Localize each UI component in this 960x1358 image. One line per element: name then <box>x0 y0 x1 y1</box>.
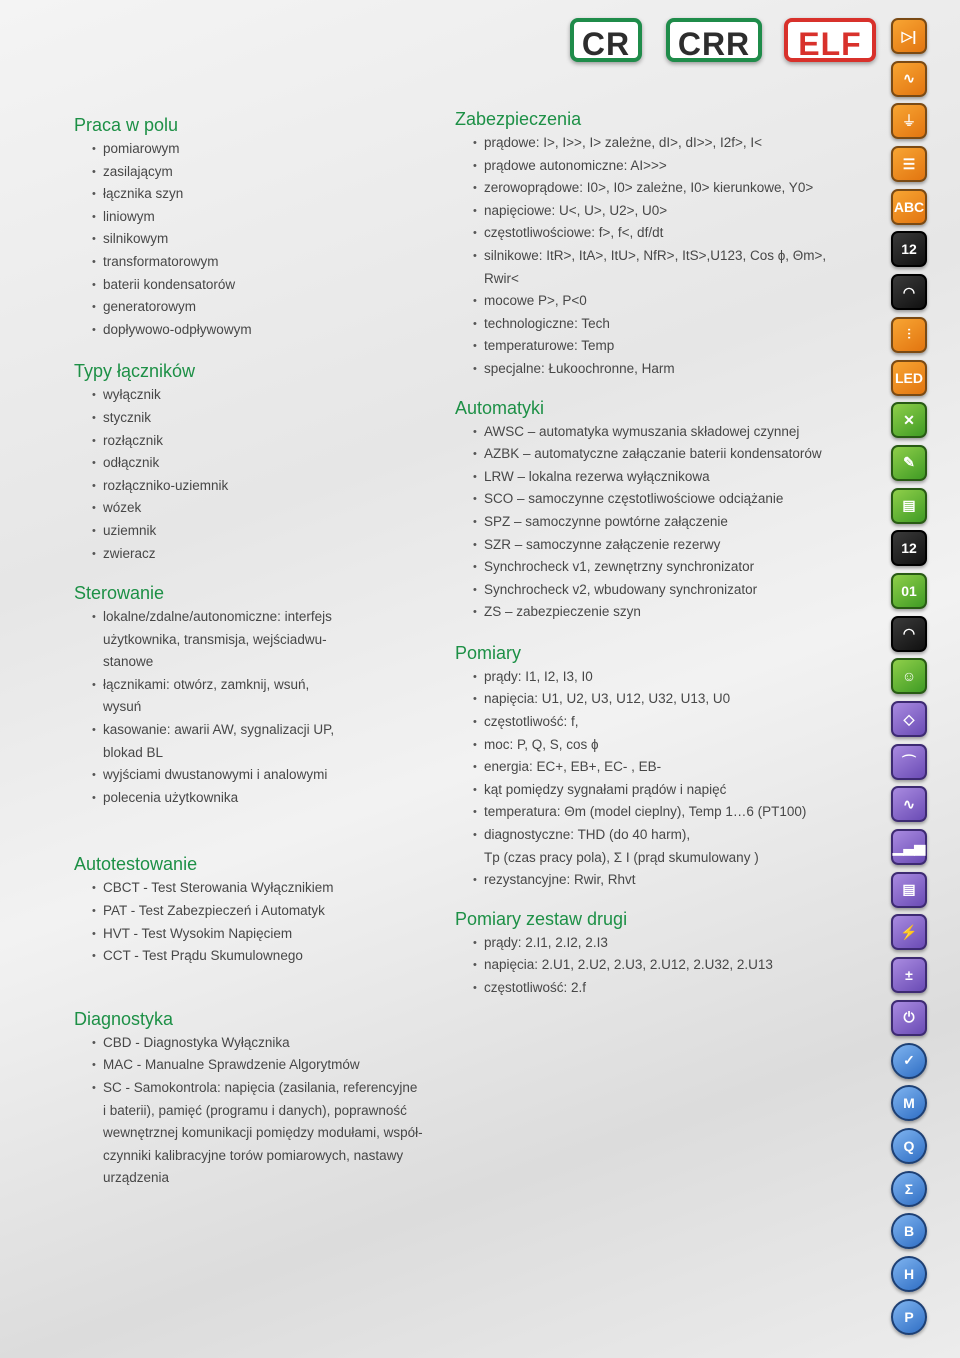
sliders-icon: ⫶ <box>891 317 927 353</box>
section-automatyki <box>455 395 875 624</box>
list-item-continuation: stanowe <box>103 654 154 670</box>
list-item: • technologiczne: Tech <box>455 313 875 336</box>
list-item: • CCT - Test Prądu Skumulownego <box>74 945 454 968</box>
list-item: • napięcia: 2.U1, 2.U2, 2.U3, 2.U12, 2.U32, 2.U13 <box>455 954 875 977</box>
counter-icon: 12 <box>891 231 927 267</box>
section-title: Pomiary zestaw drugi <box>455 908 628 929</box>
list-item: • rezystancyjne: Rwir, Rhvt <box>455 869 875 892</box>
list-item: • uziemnik <box>74 520 454 543</box>
wrench-icon: ✎ <box>891 445 927 481</box>
list-item-continuation: wysuń <box>103 699 142 715</box>
list-item: • SC - Samokontrola: napięcia (zasilania, referencyjne <box>74 1077 454 1100</box>
list-item: • stycznik <box>74 407 454 430</box>
list-item: • wyjściami dwustanowymi i analowymi <box>74 764 454 787</box>
list-item: • łącznika szyn <box>74 183 454 206</box>
ground-icon: ⏚ <box>891 103 927 139</box>
binary-icon: 01 <box>891 573 927 609</box>
list-item: • ZS – zabezpieczenie szyn <box>455 601 875 624</box>
clipboard-icon: ▤ <box>891 488 927 524</box>
brand-elf-logo: ELF <box>784 18 876 62</box>
battery-icon: ± <box>891 957 927 993</box>
section-title: Autotestowanie <box>74 854 198 875</box>
section-zabezpieczenia <box>455 106 875 381</box>
waveform-icon: ∿ <box>891 61 927 97</box>
list-item: • generatorowym <box>74 296 454 319</box>
curve-icon: ⌒ <box>891 744 927 780</box>
list-item: • wyłącznik <box>74 384 454 407</box>
autotest-list <box>74 877 454 967</box>
list-item: • CBCT - Test Sterowania Wyłącznikiem <box>74 877 454 900</box>
feature-icon-strip <box>891 18 931 1341</box>
list-item: • kasowanie: awarii AW, sygnalizacji UP, <box>74 719 454 742</box>
list-item: • dopływowo-odpływowym <box>74 319 454 342</box>
list-item: • Synchrocheck v2, wbudowany synchronizator <box>455 579 875 602</box>
list-item: • temperatura: Θm (model cieplny), Temp 1…6 (PT100) <box>455 801 875 824</box>
list-item: • prądy: 2.I1, 2.I2, 2.I3 <box>455 932 875 955</box>
list-item: • energia: EC+, EB+, EC- , EB- <box>455 756 875 779</box>
list-item: • zwieracz <box>74 543 454 566</box>
list-item: • SPZ – samoczynne powtórne załączenie <box>455 511 875 534</box>
list-item: • rozłącznik <box>74 430 454 453</box>
list-item: • Synchrocheck v1, zewnętrzny synchronizator <box>455 556 875 579</box>
sterowanie-list <box>74 606 454 809</box>
section-diagnostyka <box>74 1006 454 1190</box>
list-item-continuation: użytkownika, transmisja, wejściadwu- <box>103 631 327 647</box>
list-item: • specjalne: Łukoochronne, Harm <box>455 358 875 381</box>
right-column <box>455 106 875 1000</box>
list-item: • prądy: I1, I2, I3, I0 <box>455 666 875 689</box>
sine-icon: ∿ <box>891 786 927 822</box>
list-item: • SZR – samoczynne załączenie rezerwy <box>455 534 875 557</box>
list-item: • HVT - Test Wysokim Napięciem <box>74 923 454 946</box>
list-item: • polecenia użytkownika <box>74 787 454 810</box>
section-title: Pomiary <box>455 642 522 663</box>
section-title: Diagnostyka <box>74 1008 174 1029</box>
section-title: Sterowanie <box>74 583 165 604</box>
diagnostyka-list <box>74 1032 454 1190</box>
list-item: • napięciowe: U<, U>, U2>, U0> <box>455 200 875 223</box>
list-icon: ☰ <box>891 146 927 182</box>
b-icon: B <box>891 1213 927 1249</box>
list-item-continuation: wewnętrznej komunikacji pomiędzy modułami, współ- <box>103 1125 423 1141</box>
user-icon: ☺ <box>891 658 927 694</box>
brand-crr-logo: CRR <box>666 18 762 62</box>
list-item: • odłącznik <box>74 452 454 475</box>
list-item: • częstotliwość: f, <box>455 711 875 734</box>
list-item-continuation: Rwir< <box>484 270 519 286</box>
list-item: • zerowoprądowe: I0>, I0> zależne, I0> kierunkowe, Y0> <box>455 177 875 200</box>
section-pomiary <box>455 640 875 892</box>
abc-icon: ABC <box>891 189 927 225</box>
list-item: • łącznikami: otwórz, zamknij, wsuń, <box>74 674 454 697</box>
meter-icon: ◠ <box>891 274 927 310</box>
list-item: • prądowe autonomiczne: AI>>> <box>455 155 875 178</box>
list-item: • silnikowym <box>74 228 454 251</box>
praca-list <box>74 138 454 341</box>
section-pomiary2 <box>455 906 875 1000</box>
list-item-continuation: czynniki kalibracyjne torów pomiarowych, nastawy <box>103 1147 404 1163</box>
list-item: • baterii kondensatorów <box>74 274 454 297</box>
m-icon: M <box>891 1085 927 1121</box>
list-item: • AZBK – automatyczne załączanie baterii kondensatorów <box>455 443 875 466</box>
list-item: • LRW – lokalna rezerwa wyłącznikowa <box>455 466 875 489</box>
shapes-icon: ◇ <box>891 701 927 737</box>
counter-icon: 12 <box>891 530 927 566</box>
section-typy <box>74 358 454 565</box>
list-item-continuation: blokad BL <box>103 744 164 760</box>
automatyki-list <box>455 421 875 624</box>
list-item: • silnikowe: ItR>, ItA>, ItU>, NfR>, ItS>,U123, Cos ϕ, Θm>, <box>455 245 875 268</box>
section-title: Praca w polu <box>74 115 179 135</box>
list-item: • lokalne/zdalne/autonomiczne: interfejs <box>74 606 454 629</box>
sigma-icon: Σ <box>891 1171 927 1207</box>
list-item: • pomiarowym <box>74 138 454 161</box>
list-item: • zasilającym <box>74 161 454 184</box>
list-item: • AWSC – automatyka wymuszania składowej czynnej <box>455 421 875 444</box>
brand-cr-logo: CR <box>570 18 642 62</box>
list-item-continuation: Tp (czas pracy pola), Σ I (prąd skumulowany ) <box>484 849 759 865</box>
plug-icon: ⏻ <box>891 1000 927 1036</box>
list-item: • moc: P, Q, S, cos ϕ <box>455 734 875 757</box>
led-icon: LED <box>891 360 927 396</box>
list-item: • prądowe: I>, I>>, I> zależne, dI>, dI>>, I2f>, I< <box>455 132 875 155</box>
list-item: • częstotliwościowe: f>, f<, df/dt <box>455 222 875 245</box>
list-item: • temperaturowe: Temp <box>455 335 875 358</box>
check-icon: ✓ <box>891 1043 927 1079</box>
list-item: • kąt pomiędzy sygnałami prądów i napięć <box>455 779 875 802</box>
list-item: • CBD - Diagnostyka Wyłącznika <box>74 1032 454 1055</box>
list-item: • częstotliwość: 2.f <box>455 977 875 1000</box>
section-praca <box>74 112 454 341</box>
typy-list <box>74 384 454 565</box>
section-title: Automatyki <box>455 397 545 418</box>
tools-icon: ✕ <box>891 402 927 438</box>
list-item: • transformatorowym <box>74 251 454 274</box>
list-item-continuation: i baterii), pamięć (programu i danych), poprawność <box>103 1102 407 1118</box>
histogram-icon: ▁▃▅ <box>891 829 927 865</box>
diode-icon: ▷| <box>891 18 927 54</box>
section-autotest <box>74 851 454 967</box>
left-column <box>74 112 454 1190</box>
h-icon: H <box>891 1256 927 1292</box>
p-icon: P <box>891 1299 927 1335</box>
list-item: • liniowym <box>74 206 454 229</box>
zabezpieczenia-list <box>455 132 875 381</box>
q-icon: Q <box>891 1128 927 1164</box>
list-item: • SCO – samoczynne częstotliwościowe odciążanie <box>455 488 875 511</box>
list-item: • wózek <box>74 497 454 520</box>
list-item: • napięcia: U1, U2, U3, U12, U32, U13, U0 <box>455 688 875 711</box>
list-item: • diagnostyczne: THD (do 40 harm), <box>455 824 875 847</box>
lightning-icon: ⚡ <box>891 914 927 950</box>
list-item: • mocowe P>, P<0 <box>455 290 875 313</box>
section-sterowanie <box>74 580 454 809</box>
section-title: Typy łączników <box>74 361 196 382</box>
list-item: • MAC - Manualne Sprawdzenie Algorytmów <box>74 1054 454 1077</box>
list-item-continuation: urządzenia <box>103 1170 170 1186</box>
section-title: Zabezpieczenia <box>455 109 582 129</box>
pomiary-list <box>455 666 875 892</box>
list-item: • PAT - Test Zabezpieczeń i Automatyk <box>74 900 454 923</box>
list-item: • rozłączniko-uziemnik <box>74 475 454 498</box>
pomiary2-list <box>455 932 875 1000</box>
meter-icon: ◠ <box>891 616 927 652</box>
clipboard-icon: ▤ <box>891 872 927 908</box>
